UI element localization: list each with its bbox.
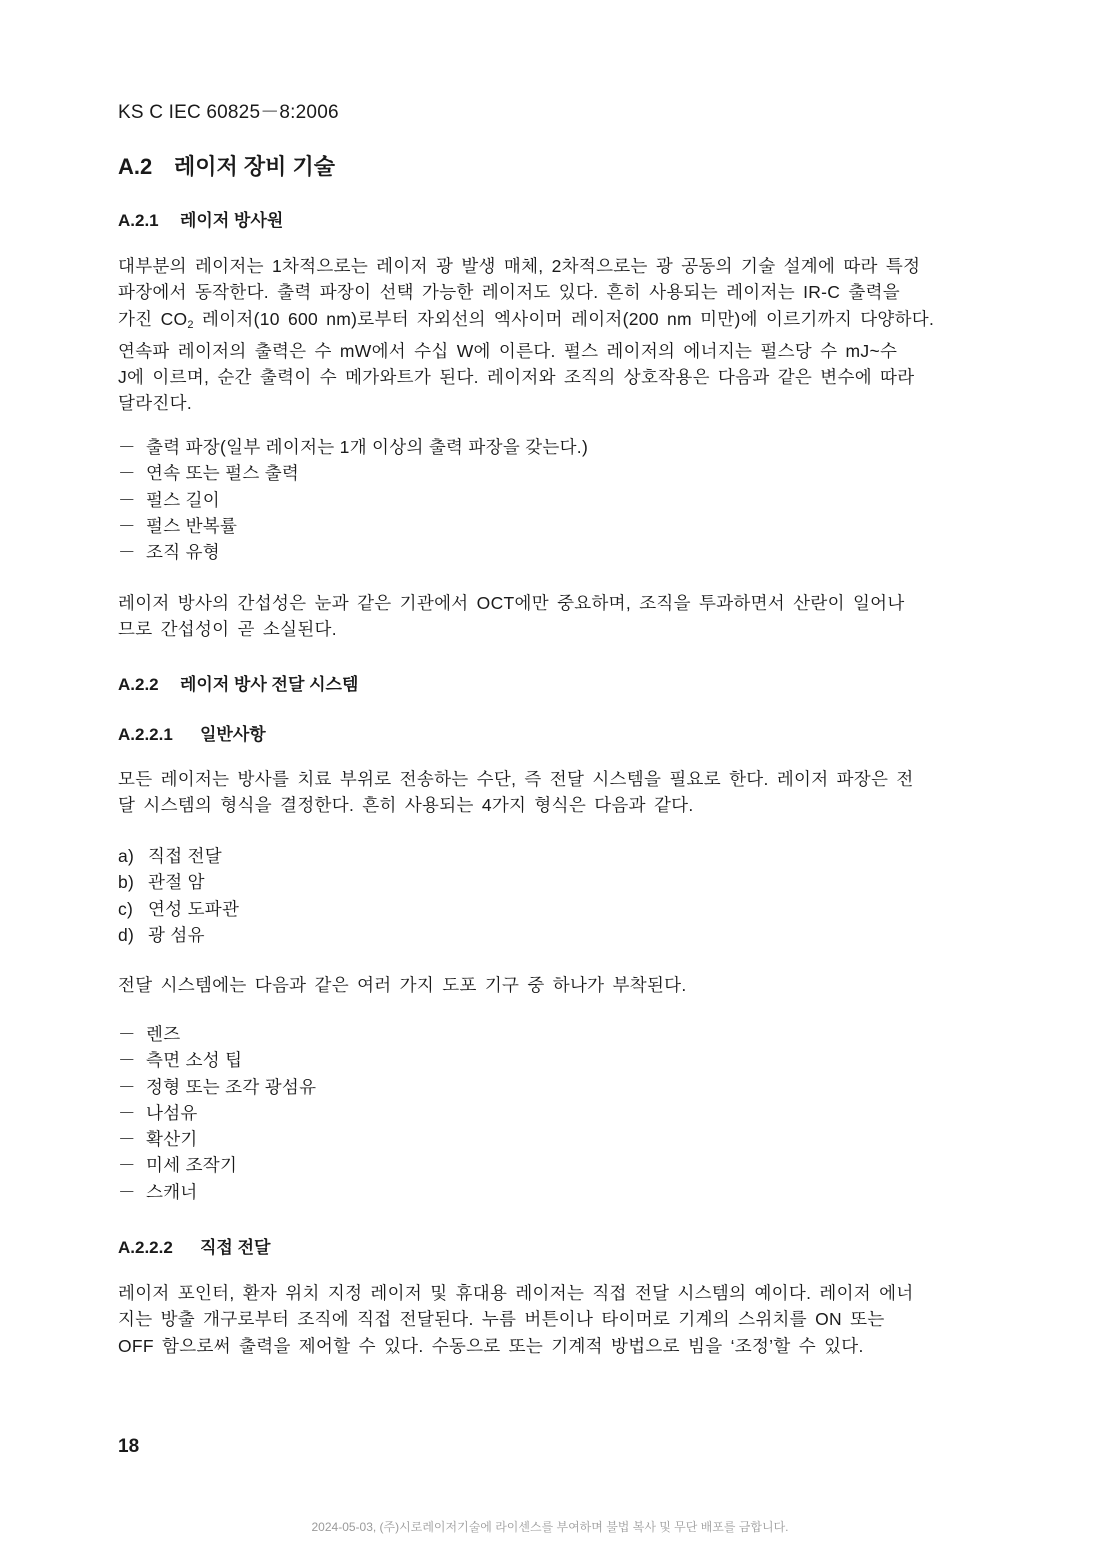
list-item-text: 스캐너 xyxy=(146,1181,198,1202)
dash-marker: － xyxy=(118,1155,136,1176)
list-item xyxy=(118,1047,316,1073)
paragraph-direct-delivery xyxy=(118,1280,984,1359)
text-line: 레이저 방사의 간섭성은 눈과 같은 기관에서 OCT에만 중요하며, 조직을 투과하면서 산란이 일어나 xyxy=(118,593,905,613)
text-line-rest: 레이저(10 600 nm)로부터 자외선의 엑사이머 레이저(200 nm 미만)에 이르기까지 다양하다. xyxy=(202,308,935,329)
text-line: 파장에서 동작한다. 출력 파장이 선택 가능한 레이저도 있다. 흔히 사용되는 레이저는 IR-C 출력을 xyxy=(118,282,901,303)
list-item-text: 광 섬유 xyxy=(148,924,205,945)
text-line: 지는 방출 개구로부터 조직에 직접 전달된다. 누름 버튼이나 타이머로 기계의 스위치를 ON 또는 xyxy=(118,1309,885,1330)
list-item-text: 펄스 반복률 xyxy=(146,515,238,536)
text-line: J에 이르며, 순간 출력이 수 메가와트가 된다. 레이저와 조직의 상호작용은 다음과 같은 변수에 따라 xyxy=(118,367,915,388)
dash-marker: － xyxy=(118,1102,136,1123)
text-line: 대부분의 레이저는 1차적으로는 레이저 광 발생 매체, 2차적으로는 광 공동의 기술 설계에 따라 특정 xyxy=(118,256,921,276)
text-line: OFF 함으로써 출력을 제어할 수 있다. 수동으로 또는 기계적 방법으로 빔을 ‘조정’할 수 있다. xyxy=(118,1335,864,1356)
list-item xyxy=(118,1179,316,1205)
list-item xyxy=(118,539,588,565)
text-line: 달라진다. xyxy=(118,393,192,414)
list-item xyxy=(118,1126,316,1152)
list-marker: a) xyxy=(118,846,135,866)
dash-marker: － xyxy=(118,515,136,536)
dash-marker: － xyxy=(118,463,136,484)
dash-marker: － xyxy=(118,1024,136,1044)
list-item xyxy=(118,434,588,460)
list-item xyxy=(118,1100,316,1126)
subsection-title: 직접 전달 xyxy=(200,1238,271,1257)
list-item xyxy=(118,487,588,513)
text-line: 모든 레이저는 방사를 치료 부위로 전송하는 수단, 즉 전달 시스템을 필요로 한다. 레이저 파장은 전 xyxy=(118,769,914,789)
list-item-text: 미세 조작기 xyxy=(146,1155,238,1176)
subsection-title: 레이저 방사 전달 시스템 xyxy=(180,675,359,694)
list-item-text: 직접 전달 xyxy=(148,846,222,866)
list-item-text: 연속 또는 펄스 출력 xyxy=(146,463,300,484)
page-number: 18 xyxy=(118,1436,140,1457)
list-item xyxy=(118,896,239,922)
list-item xyxy=(118,869,239,895)
list-item xyxy=(118,1074,316,1100)
list-marker: c) xyxy=(118,898,134,919)
list-item xyxy=(118,513,588,539)
subsection-title: 레이저 방사원 xyxy=(180,211,284,230)
paragraph-delivery-general xyxy=(118,766,984,819)
list-item-text: 출력 파장(일부 레이저는 1개 이상의 출력 파장을 갖는다.) xyxy=(146,437,589,457)
section-number: A.2 xyxy=(118,154,153,179)
text-line: 레이저 포인터, 환자 위치 지정 레이저 및 휴대용 레이저는 직접 전달 시스템의 예이다. 레이저 에너 xyxy=(118,1283,914,1303)
dash-marker: － xyxy=(118,1076,136,1097)
co2-prefix: 가진 CO xyxy=(118,308,188,329)
paragraph-coherence xyxy=(118,590,984,643)
list-item-text: 관절 암 xyxy=(148,872,205,893)
dash-marker: － xyxy=(118,437,136,457)
dash-marker: － xyxy=(118,542,136,563)
text-line xyxy=(118,306,984,338)
document-code: KS C IEC 60825－8:2006 xyxy=(118,102,339,123)
subsection-heading-a221 xyxy=(118,720,266,745)
list-item xyxy=(118,1152,316,1178)
subsection-number: A.2.2 xyxy=(118,675,159,694)
subsection-number: A.2.1 xyxy=(118,211,159,230)
list-item-text: 연성 도파관 xyxy=(148,898,240,919)
list-item-text: 정형 또는 조각 광섬유 xyxy=(146,1076,317,1097)
dash-marker: － xyxy=(118,1181,136,1202)
subsection-heading-a21 xyxy=(118,206,283,231)
co2-subscript: 2 xyxy=(187,318,194,331)
list-item-text: 펄스 길이 xyxy=(146,489,220,510)
section-title: 레이저 장비 기술 xyxy=(174,154,335,179)
dash-marker: － xyxy=(118,1129,136,1150)
list-marker: b) xyxy=(118,872,135,893)
subsection-number: A.2.2.1 xyxy=(118,725,173,744)
subsection-heading-a22 xyxy=(118,670,358,695)
variable-list xyxy=(118,434,588,565)
subsection-heading-a222 xyxy=(118,1233,270,1258)
list-marker: d) xyxy=(118,924,135,945)
dash-marker: － xyxy=(118,1050,136,1071)
paragraph-applicators xyxy=(118,972,984,998)
list-item-text: 조직 유형 xyxy=(146,542,220,563)
list-item-text: 측면 소성 팁 xyxy=(146,1050,243,1071)
list-item-text: 나섬유 xyxy=(146,1102,198,1123)
section-heading xyxy=(118,150,335,181)
text-line: 전달 시스템에는 다음과 같은 여러 가지 도포 기구 중 하나가 부착된다. xyxy=(118,975,687,995)
list-item-text: 확산기 xyxy=(146,1129,198,1150)
dash-marker: － xyxy=(118,489,136,510)
subsection-number: A.2.2.2 xyxy=(118,1238,173,1257)
list-item xyxy=(118,843,239,869)
license-footer: 2024-05-03, (주)시로레이저기술에 라이센스를 부여하며 불법 복사 및 무단 배포를 금합니다. xyxy=(311,1520,789,1534)
subsection-title: 일반사항 xyxy=(200,725,266,744)
list-item xyxy=(118,460,588,486)
list-item xyxy=(118,1021,316,1047)
text-line: 므로 간섭성이 곧 소실된다. xyxy=(118,619,337,640)
list-item xyxy=(118,922,239,948)
paragraph-laser-sources xyxy=(118,253,984,417)
text-line: 달 시스템의 형식을 결정한다. 흔히 사용되는 4가지 형식은 다음과 같다. xyxy=(118,795,694,816)
list-item-text: 렌즈 xyxy=(146,1024,181,1044)
applicator-list xyxy=(118,1021,316,1205)
delivery-type-list xyxy=(118,843,239,948)
text-line: 연속파 레이저의 출력은 수 mW에서 수십 W에 이른다. 펄스 레이저의 에너지는 펄스당 수 mJ~수 xyxy=(118,340,898,361)
